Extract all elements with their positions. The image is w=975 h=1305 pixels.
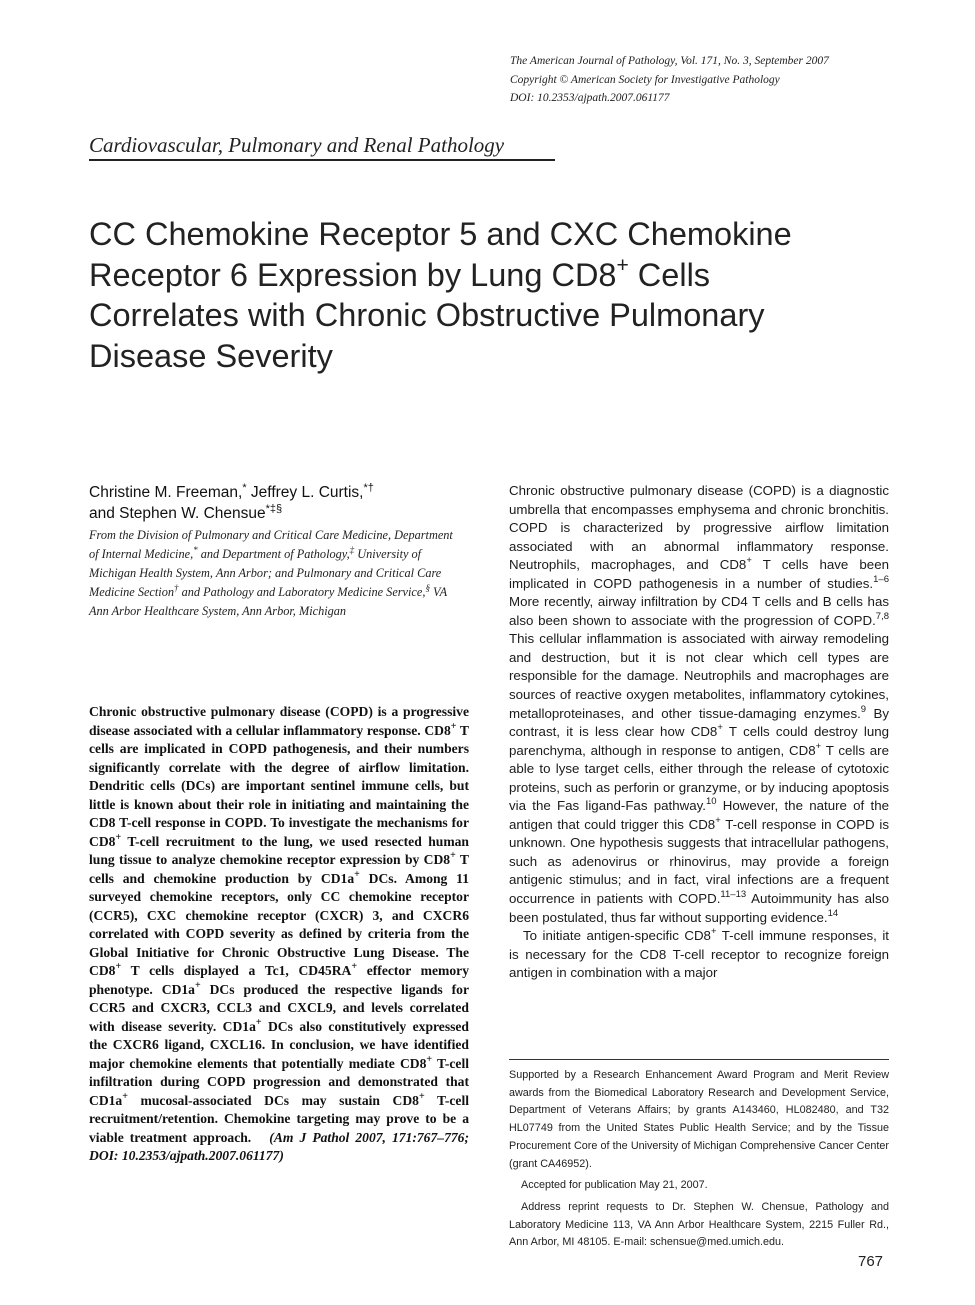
author-mark: *†	[363, 482, 374, 494]
footnotes	[509, 1067, 889, 1256]
article-title	[89, 214, 849, 376]
page-number: 767	[858, 1253, 884, 1270]
affil-mark: §	[425, 582, 430, 593]
journal-citation: The American Journal of Pathology, Vol. 171, No. 3, September 2007	[510, 55, 829, 67]
accepted-date: Accepted for publication May 21, 2007.	[521, 1179, 708, 1192]
abstract-citation: (Am J Pathol 2007, 171:767–776; DOI: 10.2353/ajpath.2007.061177)	[89, 1129, 469, 1163]
funding-note: Supported by a Research Enhancement Award Program and Merit Review awards from the Biomedical Laboratory Research and Development Service, Department of Veterans Affairs; by grants A143460, HL082480, and T32 HL07749 from the United States Public Health Service; and by the Tissue Procurement Core of the University of Michigan Comprehensive Cancer Center (grant CA46952).	[509, 1069, 889, 1170]
affil-text: VA Ann Arbor Healthcare System, Ann Arbor, Michigan	[89, 584, 447, 618]
author-curtis: Jeffrey L. Curtis,	[246, 484, 364, 501]
affil-mark: *	[193, 544, 198, 555]
affil-text: and Pathology and Laboratory Medicine Service,	[178, 584, 426, 599]
reference-mark: 14	[827, 907, 839, 919]
reprint-address: Address reprint requests to Dr. Stephen W. Chensue, Pathology and Laboratory Medicine 113, VA Ann Arbor Healthcare System, 2215 Fuller Rd., Ann Arbor, MI 48105. E-mail: schensue@med.umich.edu.	[509, 1200, 889, 1249]
affil-mark: ‡	[349, 544, 355, 555]
section-underline	[89, 159, 555, 161]
doi-line: DOI: 10.2353/ajpath.2007.061177	[510, 92, 670, 104]
reference-mark: 9	[860, 703, 867, 715]
body-text	[509, 482, 889, 983]
reference-mark: 10	[705, 796, 717, 808]
journal-header	[510, 52, 950, 108]
author-mark: *	[242, 482, 247, 494]
reference-mark: 1–6	[873, 573, 889, 585]
title-superscript: +	[616, 253, 629, 277]
section-heading: Cardiovascular, Pulmonary and Renal Pathology	[89, 133, 505, 157]
copyright-line: Copyright © American Society for Investigative Pathology	[510, 73, 780, 86]
author-freeman: Christine M. Freeman,	[89, 484, 243, 501]
author-chensue: and Stephen W. Chensue	[89, 505, 266, 522]
affil-text: University of Michigan Health System, Ann Arbor; and Pulmonary and Critical Care Medicine Section	[89, 546, 442, 599]
reference-mark: 7,8	[875, 610, 889, 622]
affiliations	[89, 526, 459, 621]
body-paragraph-2: To initiate antigen-specific CD8+ T-cell immune responses, it is necessary for the CD8 T-cell receptor to recognize foreign antigen in combination with a major	[509, 926, 889, 981]
affil-text: and Department of Pathology,	[197, 546, 350, 561]
author-list	[89, 482, 484, 524]
abstract: Chronic obstructive pulmonary disease (COPD) is a progressive disease associated with a cellular inflammatory response. CD8+ T cells are implicated in COPD pathogenesis, and their numbers significantly correlate with the degree of airflow limitation. Dendritic cells (DCs) are important sentinel immune cells, but little is known about their role in initiating and maintaining the CD8 T-cell response in COPD. To investigate the mechanisms for CD8+ T-cell recruitment to the lung, we used resected human lung tissue to analyze chemokine receptor expression by CD8+ T cells and chemokine production by CD1a+ DCs. Among 11 surveyed chemokine receptors, only CC chemokine receptor (CCR5), CXC chemokine receptor (CXCR) 3, and CXCR6 correlated with COPD severity as defined by criteria from the Global Initiative for Chronic Obstructive Lung Disease. The CD8+ T cells displayed a Tc1, CD45RA+ effector memory phenotype. CD1a+ DCs produced the respective ligands for CCR5 and CXCR3, CCL3 and CXCL9, and levels correlated with disease severity. CD1a+ DCs also constitutively expressed the CXCR6 ligand, CXCL16. In conclusion, we have identified major chemokine elements that potentially mediate CD8+ T-cell infiltration during COPD progression and demonstrated that CD1a+ mucosal-associated DCs may sustain CD8+ T-cell recruitment/retention. Chemokine targeting may prove to be a viable treatment approach. (Am J Pathol 2007, 171:767–776; DOI: 10.2353/ajpath.2007.061177)	[89, 704, 470, 1163]
affil-mark: †	[174, 582, 179, 593]
body-paragraph-1: Chronic obstructive pulmonary disease (COPD) is a diagnostic umbrella that encompasses emphysema and chronic bronchitis. COPD is characterized by progressive airflow limitation associated with an abnormal inflammatory response. Neutrophils, macrophages, and CD8+ T cells have been implicated in COPD pathogenesis in a number of studies.$^{1-6}$ More recently, airway infiltration by CD4 T cells and B cells has also been shown to associate with the progression of COPD.$^{7,8}$ This cellular inflammation is associated with airway remodeling and destruction, but it is not clear which cell types are responsible for the damage. Neutrophils and macrophages are sources of reactive oxygen metabolites, inflammatory cytokines, metalloproteinases, and other tissue-damaging enzymes.$^9$ By contrast, it is less clear how CD8+ T cells could destroy lung parenchyma, although in response to antigen, CD8+ T cells are able to lyse target cells, either through the release of cytotoxic proteins, such as perforin or granzyme, or by inducing apoptosis via the Fas ligand-Fas pathway.$^{10}$ However, the nature of the antigen that could trigger this CD8+ T-cell response in COPD is unknown. One hypothesis suggests that intracellular pathogens, such as adenovirus or rhinovirus, may provide a foreign antigenic stimulus; and in fact, viral infections are a frequent occurrence in patients with COPD.$^{11-13}$ Autoimmunity has also been postulated, thus far without supporting evidence.$^{14}$	[509, 483, 890, 925]
affil-text: From the Division of Pulmonary and Critical Care Medicine, Department of Internal Medicine,	[89, 528, 453, 561]
title-part-1: CC Chemokine Receptor 5 and CXC Chemokine Receptor 6 Expression by Lung CD8	[89, 216, 792, 293]
footnote-divider	[509, 1059, 889, 1060]
reference-mark: 11–13	[720, 889, 747, 901]
title-part-2: Cells Correlates with Chronic Obstructive Pulmonary Disease Severity	[89, 256, 765, 374]
author-mark: *‡§	[265, 503, 283, 515]
